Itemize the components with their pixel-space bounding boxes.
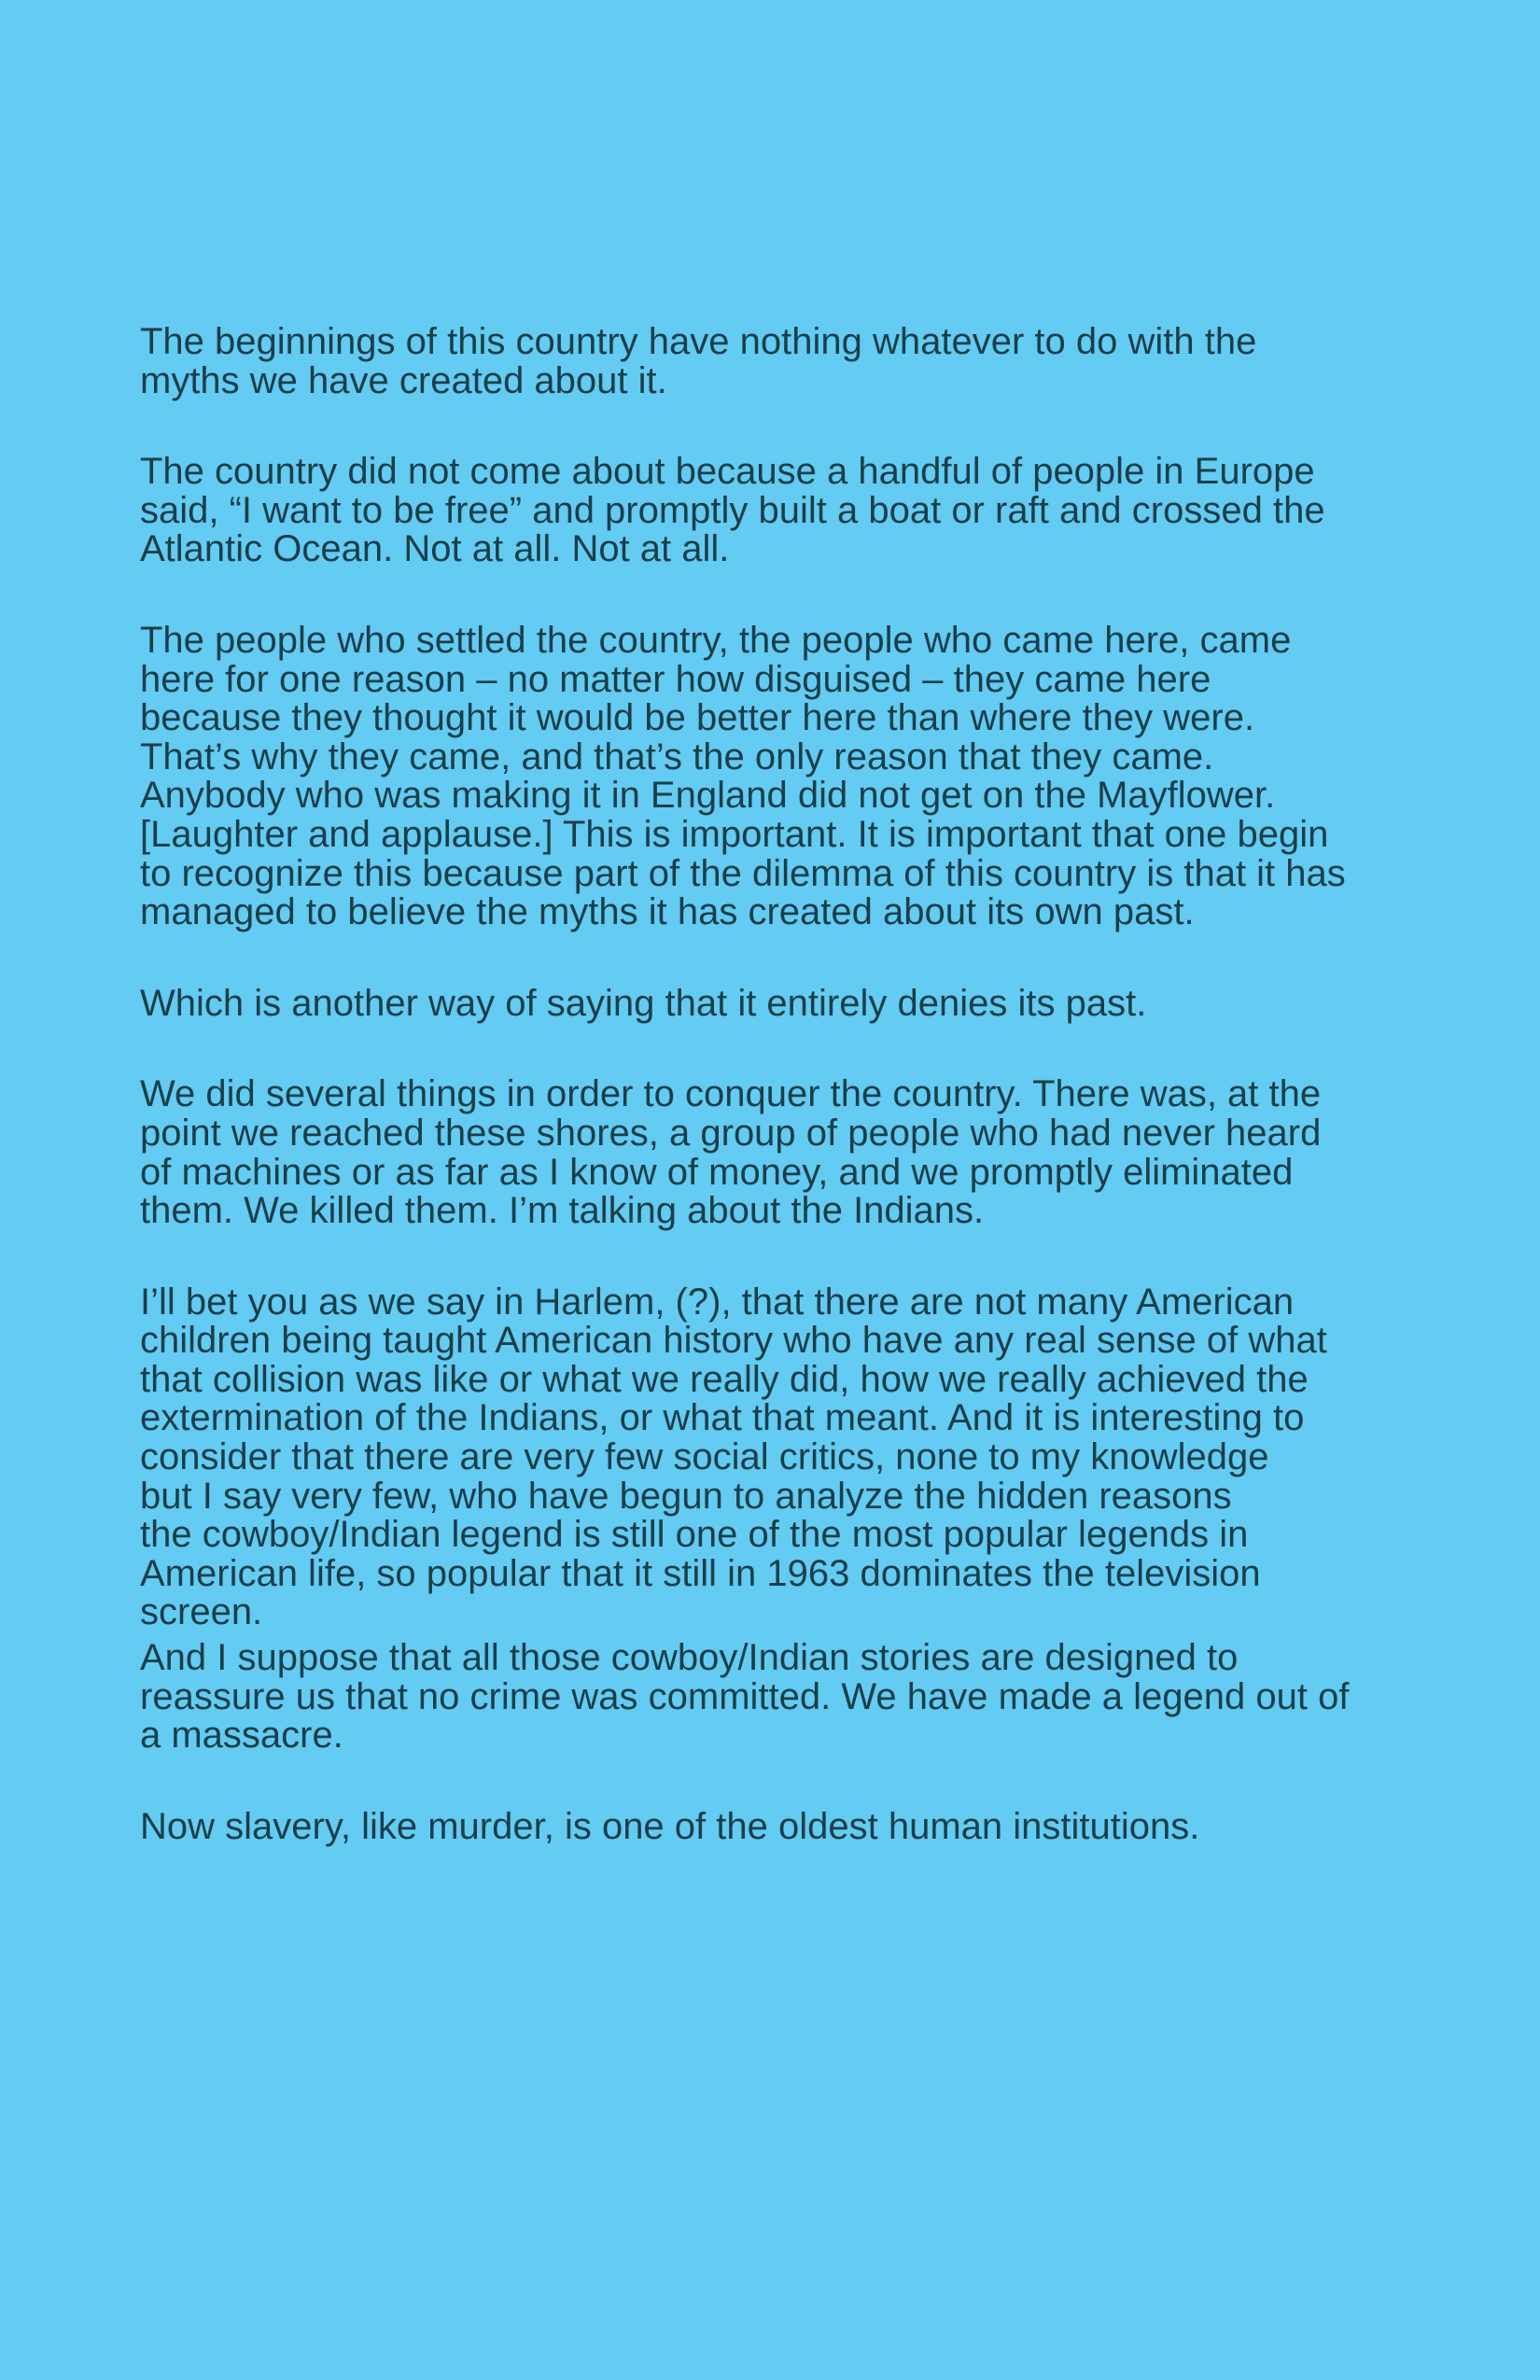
document-body xyxy=(140,323,1419,1898)
paragraph-4: Which is another way of saying that it entirely denies its past. xyxy=(140,982,1147,1024)
paragraph-2: The country did not come about because a handful of people in Europe said, “I want to be free” and promptly built a boat or raft and crossed the Atlantic Ocean. Not at all. Not at all. xyxy=(140,451,1325,570)
paragraph-5: We did several things in order to conquer the country. There was, at the point we reached these shores, a group of people who had never heard of machines or as far as I know of money, and we promptly eliminated them. We killed them. I’m talking about the Indians. xyxy=(140,1073,1322,1232)
paragraph-6: I’ll bet you as we say in Harlem, (?), that there are not many American children being taught American history who have any real sense of what that collision was like or what we really did, how we really achieved the extermination of the Indians, or what that meant. And it is interesting to consider that there are very few social critics, none to my knowledge but I say very few, who have begun to analyze the hidden reasons the cowboy/Indian legend is still one of the most popular legends in American life, so popular that it still in 1963 dominates the television screen. xyxy=(140,1281,1327,1633)
paragraph-7: And I suppose that all those cowboy/Indian stories are designed to reassure us that no crime was committed. We have made a legend out of a massacre. xyxy=(140,1637,1350,1757)
paragraph-8: Now slavery, like murder, is one of the oldest human institutions. xyxy=(140,1805,1200,1847)
paragraph-1: The beginnings of this country have nothing whatever to do with the myths we have created about it. xyxy=(140,321,1257,401)
paragraph-3: The people who settled the country, the people who came here, came here for one reason – no matter how disguised – they came here because they thought it would be better here than where they were. That’s why they came, and that’s the only reason that they came. Anybody who was making it in England did not get on the Mayflower. [Laughter and applause.] This is important. It is important that one begin to recognize this because part of the dilemma of this country is that it has managed to believe the myths it has created about its own past. xyxy=(140,619,1346,933)
